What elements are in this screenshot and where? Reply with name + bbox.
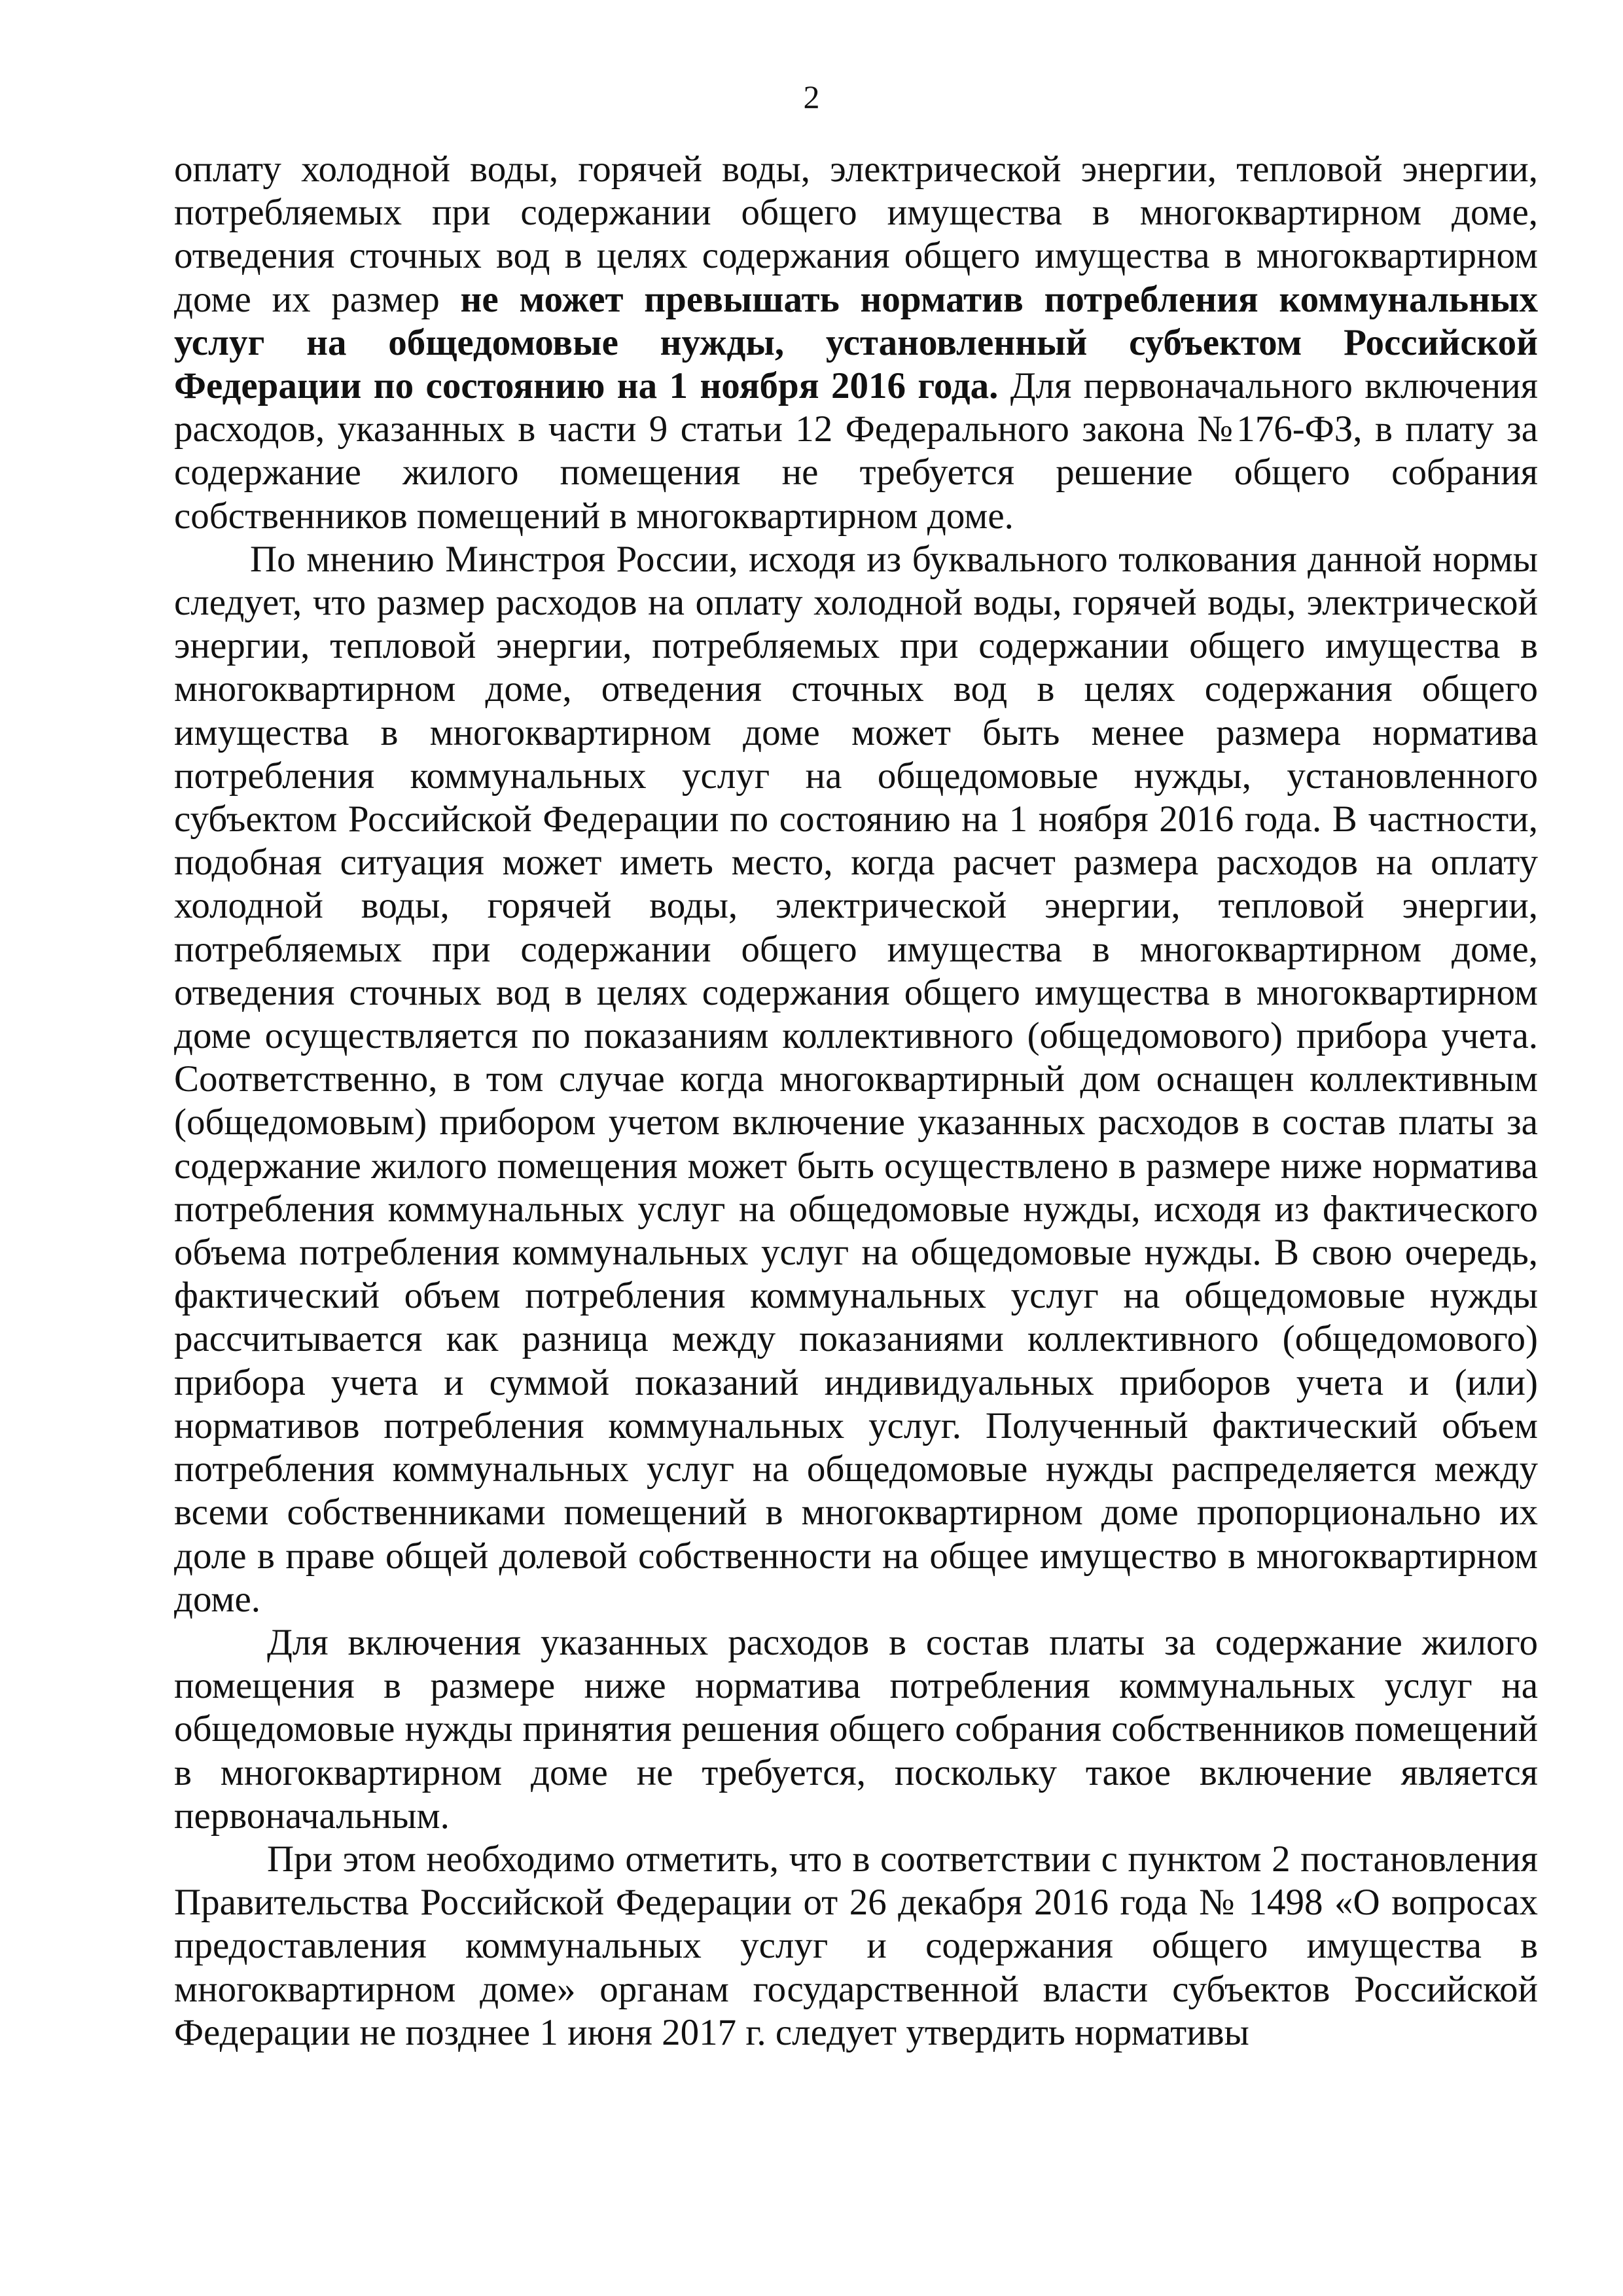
- paragraph-inclusion-below-norm: Для включения указанных расходов в состав платы за содержание жилого помещения в размере ниже норматива потребления коммунальных услуг на общедомовые нужды принятия решения общего собрания собственников помещений в многоквартирном доме не требуется, поскольку такое включение является первоначальным.: [174, 1621, 1538, 1837]
- paragraph-text: Для первоначального включения расходов, указанных в части 9 статьи 12 Федерального закона №176-ФЗ, в плату за содержание жилого помещения не требуется решение общего собрания собственников помещений в многоквартирном доме.: [174, 365, 1538, 537]
- paragraph-minstroy-opinion: По мнению Минстроя России, исходя из буквального толкования данной нормы следует, что размер расходов на оплату холодной воды, горячей воды, электрической энергии, тепловой энергии, потребляемых при содержании общего имущества в многоквартирном доме, отведения сточных вод в целях содержания общего имущества в многоквартирном доме может быть менее размера норматива потребления коммунальных услуг на общедомовые нужды, установленного субъектом Российской Федерации по состоянию на 1 ноября 2016 года. В частности, подобная ситуация может иметь место, когда расчет размера расходов на оплату холодной воды, горячей воды, электрической энергии, тепловой энергии, потребляемых при содержании общего имущества в многоквартирном доме, отведения сточных вод в целях содержания общего имущества в многоквартирном доме осуществляется по показаниям коллективного (общедомового) прибора учета. Соответственно, в том случае когда многоквартирный дом оснащен коллективным (общедомовым) прибором учетом включение указанных расходов в состав платы за содержание жилого помещения может быть осуществлено в размере ниже норматива потребления коммунальных услуг на общедомовые нужды, исходя из фактического объема потребления коммунальных услуг на общедомовые нужды. В свою очередь, фактический объем потребления коммунальных услуг на общедомовые нужды рассчитывается как разница между показаниями коллективного (общедомового) прибора учета и суммой показаний индивидуальных приборов учета и (или) нормативов потребления коммунальных услуг. Полученный фактический объем потребления коммунальных услуг на общедомовые нужды распределяется между всеми собственниками помещений в многоквартирном доме пропорционально их доле в праве общей долевой собственности на общее имущество в многоквартирном доме.: [174, 538, 1538, 1620]
- paragraph-text: оплату холодной воды, горячей воды, электрической энергии, тепловой энергии, потребляемых при содержании общего имущества в многоквартирном доме, отведения сточных вод в целях содержания общего имущества в многоквартирном доме их размер: [174, 149, 1538, 320]
- paragraph-continuation: [174, 148, 1538, 538]
- page-number: 2: [803, 79, 820, 115]
- bold-emphasis-text: не может превышать норматив потребления коммунальных услуг на общедомовые нужды, установленный субъектом Российской Федерации по состоянию на 1 ноября 2016 года.: [174, 278, 1538, 407]
- paragraph-government-decree: При этом необходимо отметить, что в соответствии с пунктом 2 постановления Правительства Российской Федерации от 26 декабря 2016 года № 1498 «О вопросах предоставления коммунальных услуг и содержания общего имущества в многоквартирном доме» органам государственной власти субъектов Российской Федерации не позднее 1 июня 2017 г. следует утвердить нормативы: [174, 1838, 1538, 2053]
- document-body: [174, 148, 1538, 2054]
